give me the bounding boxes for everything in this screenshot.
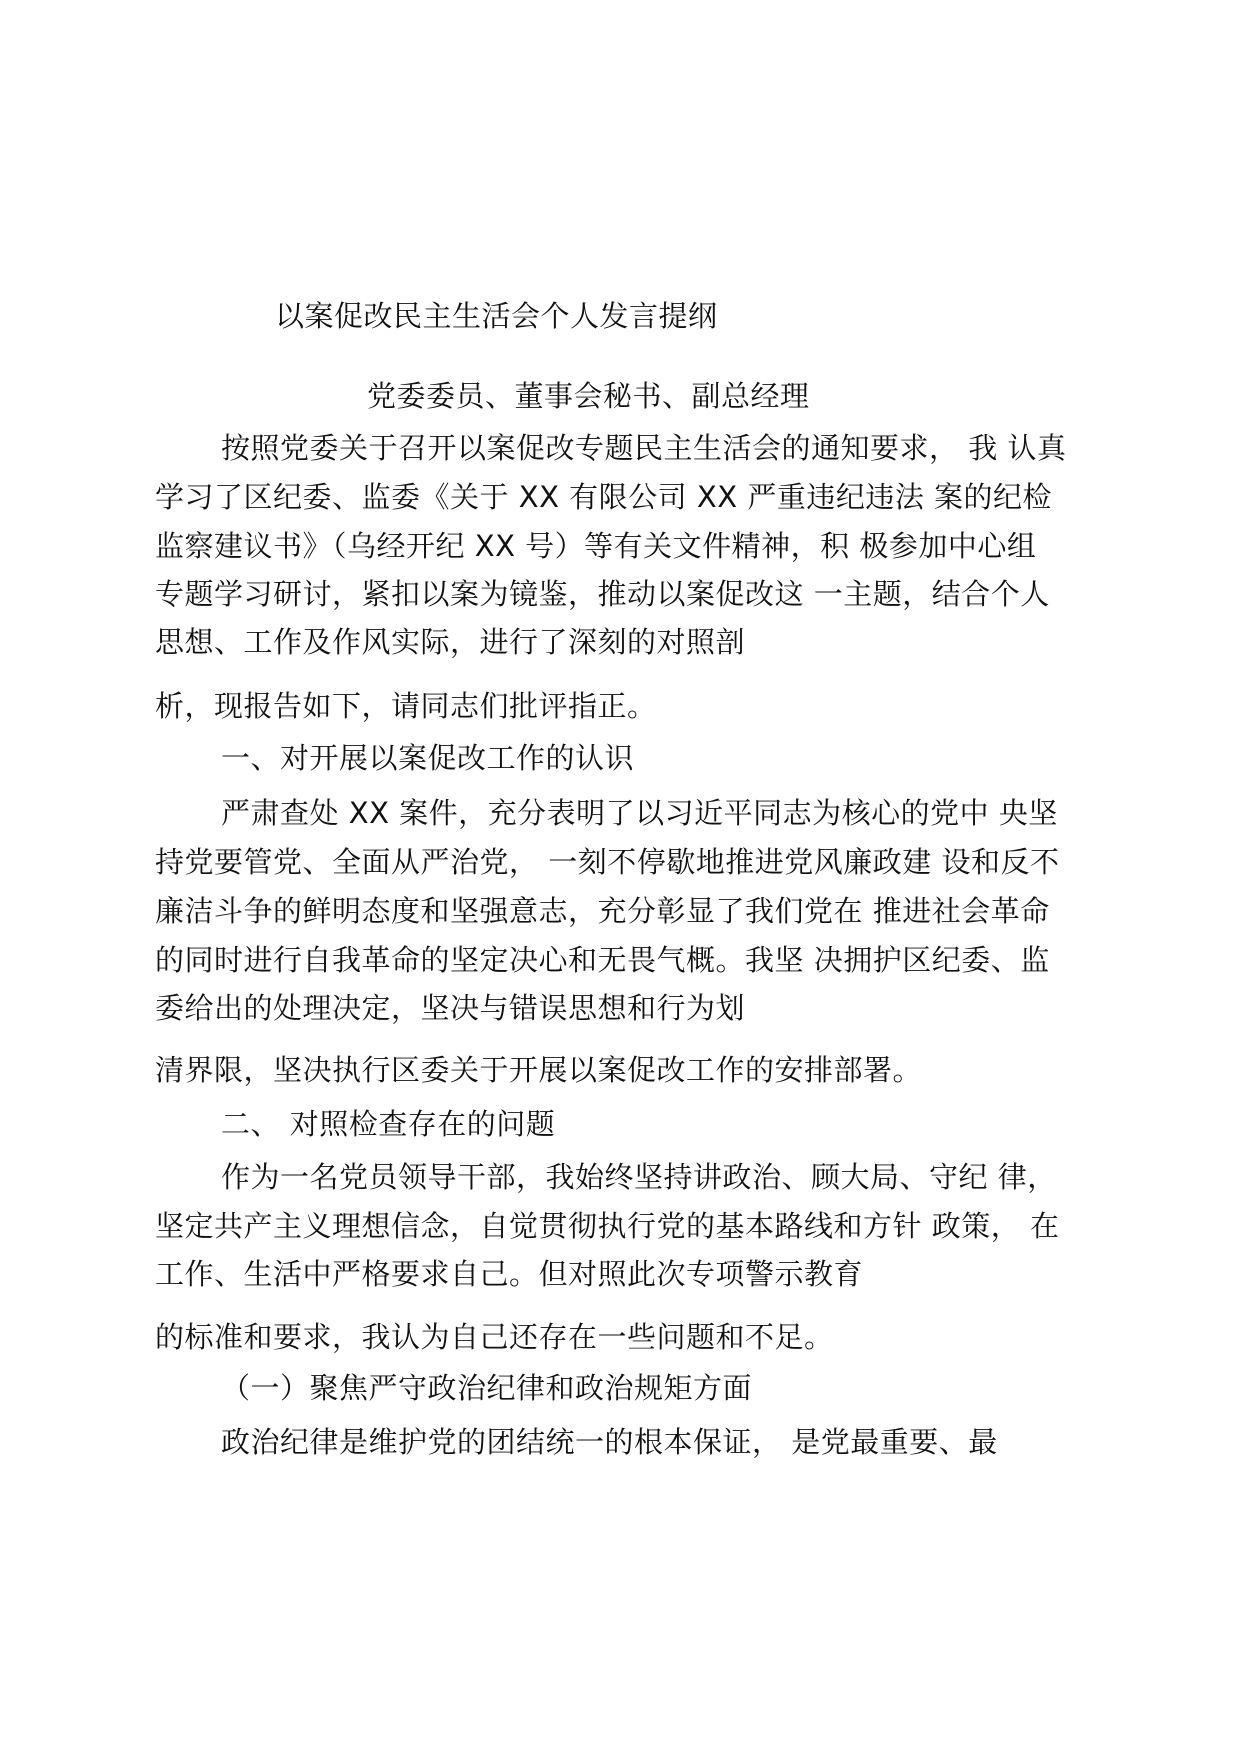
paragraph-line: 思想、工作及作风实际，进行了深刻的对照剖 [155, 625, 746, 659]
subsection-heading: （一）聚焦严守政治纪律和政治规矩方面 [221, 1371, 753, 1405]
document-subtitle: 党委委员、董事会秘书、副总经理 [367, 379, 810, 413]
paragraph-line: 政治纪律是维护党的团结统一的根本保证， 是党最重要、最 [221, 1425, 998, 1459]
paragraph-line: 坚定共产主义理想信念，自觉贯彻执行党的基本路线和方针 政策， 在 [155, 1209, 1060, 1243]
paragraph-line: 持党要管党、全面从严治党， 一刻不停歇地推进党风廉政建 设和反不 [155, 845, 1060, 879]
paragraph-line: 严肃查处 XX 案件，充分表明了以习近平同志为核心的党中 央坚 [221, 796, 1058, 830]
paragraph-line: 委给出的处理决定，坚决与错误思想和行为划 [155, 991, 746, 1025]
paragraph-line: 析，现报告如下，请同志们批评指正。 [155, 689, 657, 723]
section-heading: 一、对开展以案促改工作的认识 [221, 741, 635, 775]
document-title: 以案促改民主生活会个人发言提纲 [275, 299, 718, 333]
paragraph-line: 监察建议书》（乌经开纪 XX 号）等有关文件精神，积 极参加中心组 [155, 529, 1037, 563]
paragraph-line: 学习了区纪委、监委《关于 XX 有限公司 XX 严重违纪违法 案的纪检 [155, 480, 1053, 514]
paragraph-line: 的同时进行自我革命的坚定决心和无畏气概。我坚 决拥护区纪委、监 [155, 943, 1050, 977]
paragraph-line: 按照党委关于召开以案促改专题民主生活会的通知要求， 我 认真 [221, 431, 1067, 465]
paragraph-line: 作为一名党员领导干部，我始终坚持讲政治、顾大局、守纪 律， [221, 1160, 1057, 1194]
section-heading: 二、 对照检查存在的问题 [221, 1107, 556, 1141]
paragraph-line: 工作、生活中严格要求自己。但对照此次专项警示教育 [155, 1257, 864, 1291]
paragraph-line: 专题学习研讨，紧扣以案为镜鉴，推动以案促改这 一主题，结合个人 [155, 577, 1050, 611]
paragraph-line: 廉洁斗争的鲜明态度和坚强意志，充分彰显了我们党在 推进社会革命 [155, 894, 1050, 928]
paragraph-line: 的标准和要求，我认为自己还存在一些问题和不足。 [155, 1320, 834, 1354]
paragraph-line: 清界限，坚决执行区委关于开展以案促改工作的安排部署。 [155, 1053, 923, 1087]
